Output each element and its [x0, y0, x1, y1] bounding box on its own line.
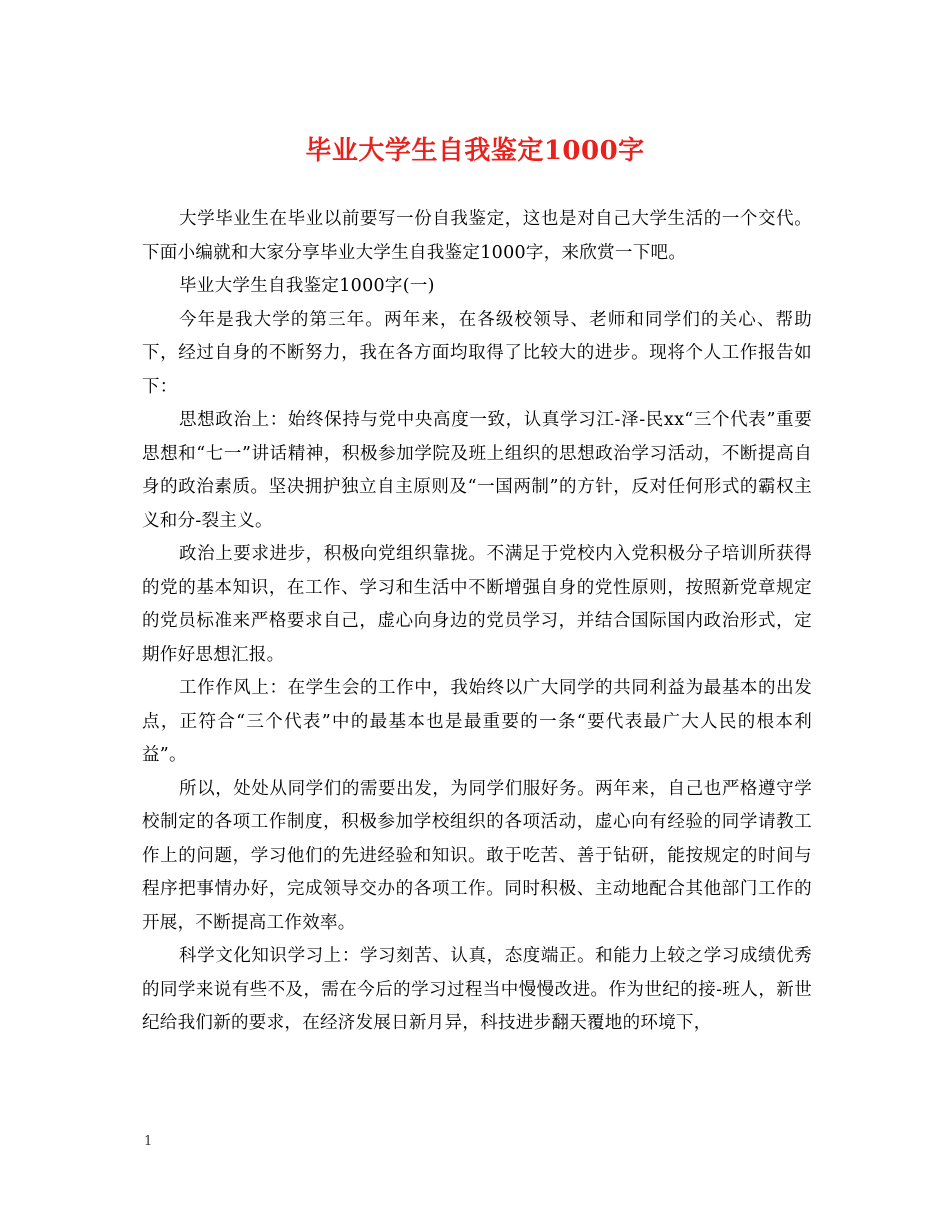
page-number: 1	[144, 1134, 153, 1149]
paragraph: 今年是我大学的第三年。两年来，在各级校领导、老师和同学们的关心、帮助下，经过自身的不断努力，我在各方面均取得了比较大的进步。现将个人工作报告如下：	[142, 309, 812, 397]
document-body	[142, 203, 812, 1041]
document-title: 毕业大学生自我鉴定1000字	[305, 136, 645, 166]
paragraph: 科学文化知识学习上：学习刻苦、认真，态度端正。和能力上较之学习成绩优秀的同学来说有些不及，需在今后的学习过程当中慢慢改进。作为世纪的接-班人，新世纪给我们新的要求，在经济发展日新月异，科技进步翻天覆地的环境下，	[142, 946, 812, 1033]
paragraph-subtitle: 毕业大学生自我鉴定1000字(一)	[179, 276, 435, 296]
paragraph-intro: 大学毕业生在毕业以前要写一份自我鉴定，这也是对自己大学生活的一个交代。下面小编就和大家分享毕业大学生自我鉴定1000字，来欣赏一下吧。	[142, 209, 812, 263]
paragraph: 所以，处处从同学们的需要出发，为同学们服好务。两年来，自己也严格遵守学校制定的各项工作制度，积极参加学校组织的各项活动，虚心向有经验的同学请教工作上的问题，学习他们的先进经验和知识。敢于吃苦、善于钻研，能按规定的时间与程序把事情办好，完成领导交办的各项工作。同时积极、主动地配合其他部门工作的开展，不断提高工作效率。	[142, 778, 812, 933]
paragraph: 工作作风上：在学生会的工作中，我始终以广大同学的共同利益为最基本的出发点，正符合“三个代表”中的最基本也是最重要的一条“要代表最广大人民的根本利益”。	[142, 678, 812, 765]
paragraph: 政治上要求进步，积极向党组织靠拢。不满足于党校内入党积极分子培训所获得的党的基本知识，在工作、学习和生活中不断增强自身的党性原则，按照新党章规定的党员标准来严格要求自己，虚心向身边的党员学习，并结合国际国内政治形式，定期作好思想汇报。	[142, 544, 812, 665]
paragraph: 思想政治上：始终保持与党中央高度一致，认真学习江-泽-民xx“三个代表”重要思想和“七一”讲话精神，积极参加学院及班上组织的思想政治学习活动，不断提高自身的政治素质。坚决拥护独立自主原则及“一国两制”的方针，反对任何形式的霸权主义和分-裂主义。	[142, 410, 812, 531]
